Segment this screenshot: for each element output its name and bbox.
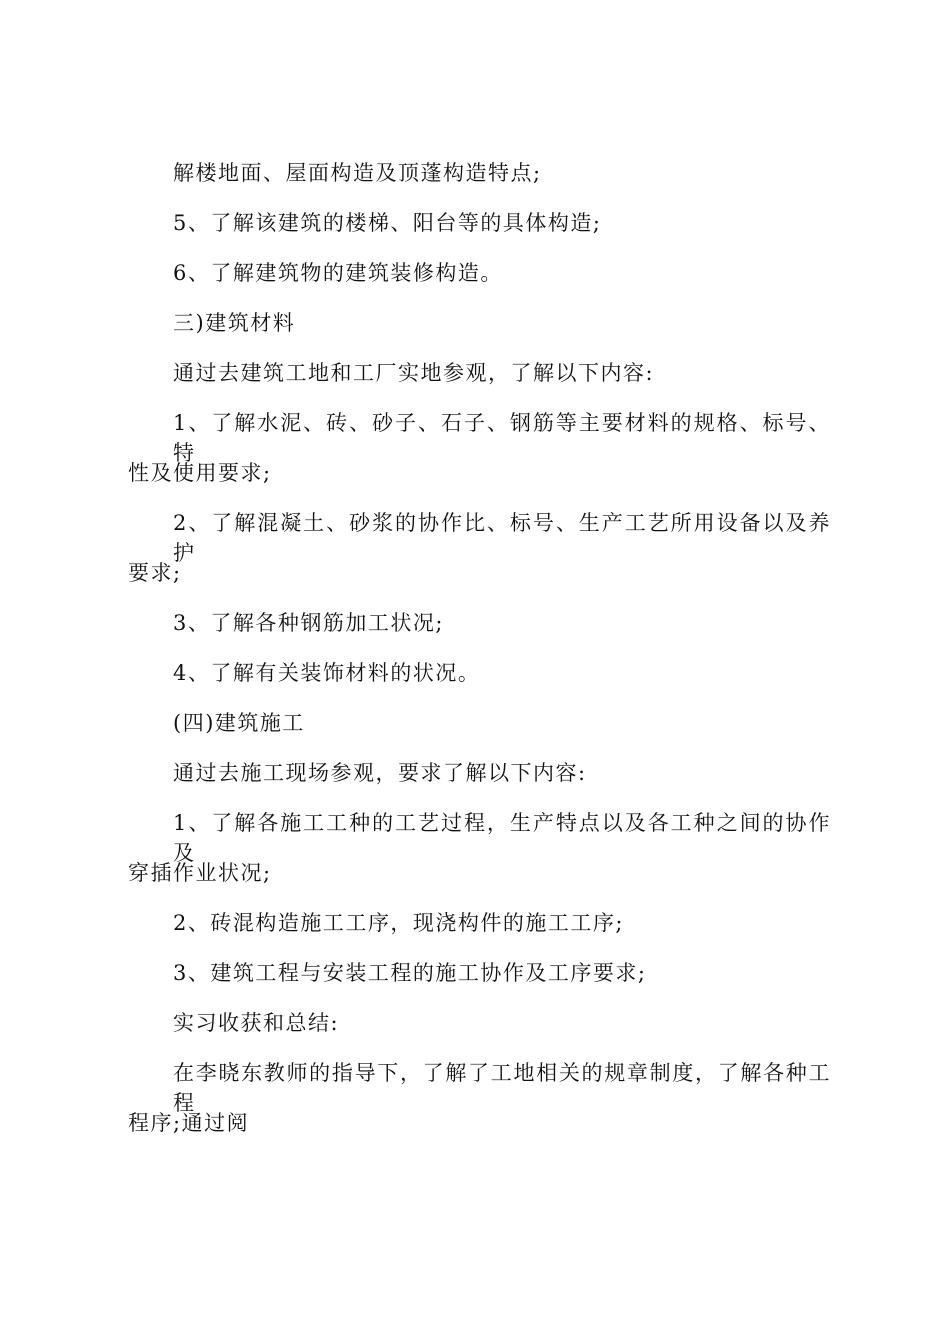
paragraph-line: 1、了解各施工工种的工艺过程，生产特点以及各工种之间的协作及 [173, 811, 831, 865]
section-heading: 实习收获和总结: [173, 1011, 340, 1035]
paragraph-line: 3、了解各种钢筋加工状况; [173, 611, 444, 635]
paragraph-line: 6、了解建筑物的建筑装修构造。 [173, 261, 503, 285]
section-heading: 三)建筑材料 [173, 311, 296, 335]
paragraph-line: 4、了解有关装饰材料的状况。 [173, 661, 481, 685]
paragraph-line: 要求; [128, 561, 182, 585]
paragraph-line: 解楼地面、屋面构造及顶蓬构造特点; [173, 161, 542, 185]
paragraph-line: 2、了解混凝土、砂浆的协作比、标号、生产工艺所用设备以及养护 [173, 511, 831, 565]
paragraph-line: 程序;通过阅 [128, 1111, 250, 1135]
paragraph-line: 通过去施工现场参观，要求了解以下内容: [173, 761, 587, 785]
paragraph-line: 5、了解该建筑的楼梯、阳台等的具体构造; [173, 211, 602, 235]
paragraph-line: 通过去建筑工地和工厂实地参观，了解以下内容: [173, 361, 655, 385]
paragraph-line: 性及使用要求; [128, 461, 272, 485]
section-heading: (四)建筑施工 [173, 711, 305, 735]
paragraph-line: 在李晓东教师的指导下，了解了工地相关的规章制度，了解各种工程 [173, 1061, 831, 1115]
paragraph-line: 1、了解水泥、砖、砂子、石子、钢筋等主要材料的规格、标号、特 [173, 411, 831, 465]
paragraph-line: 3、建筑工程与安装工程的施工协作及工序要求; [173, 961, 647, 985]
paragraph-line: 穿插作业状况; [128, 861, 272, 885]
paragraph-line: 2、砖混构造施工工序，现浇构件的施工工序; [173, 911, 624, 935]
